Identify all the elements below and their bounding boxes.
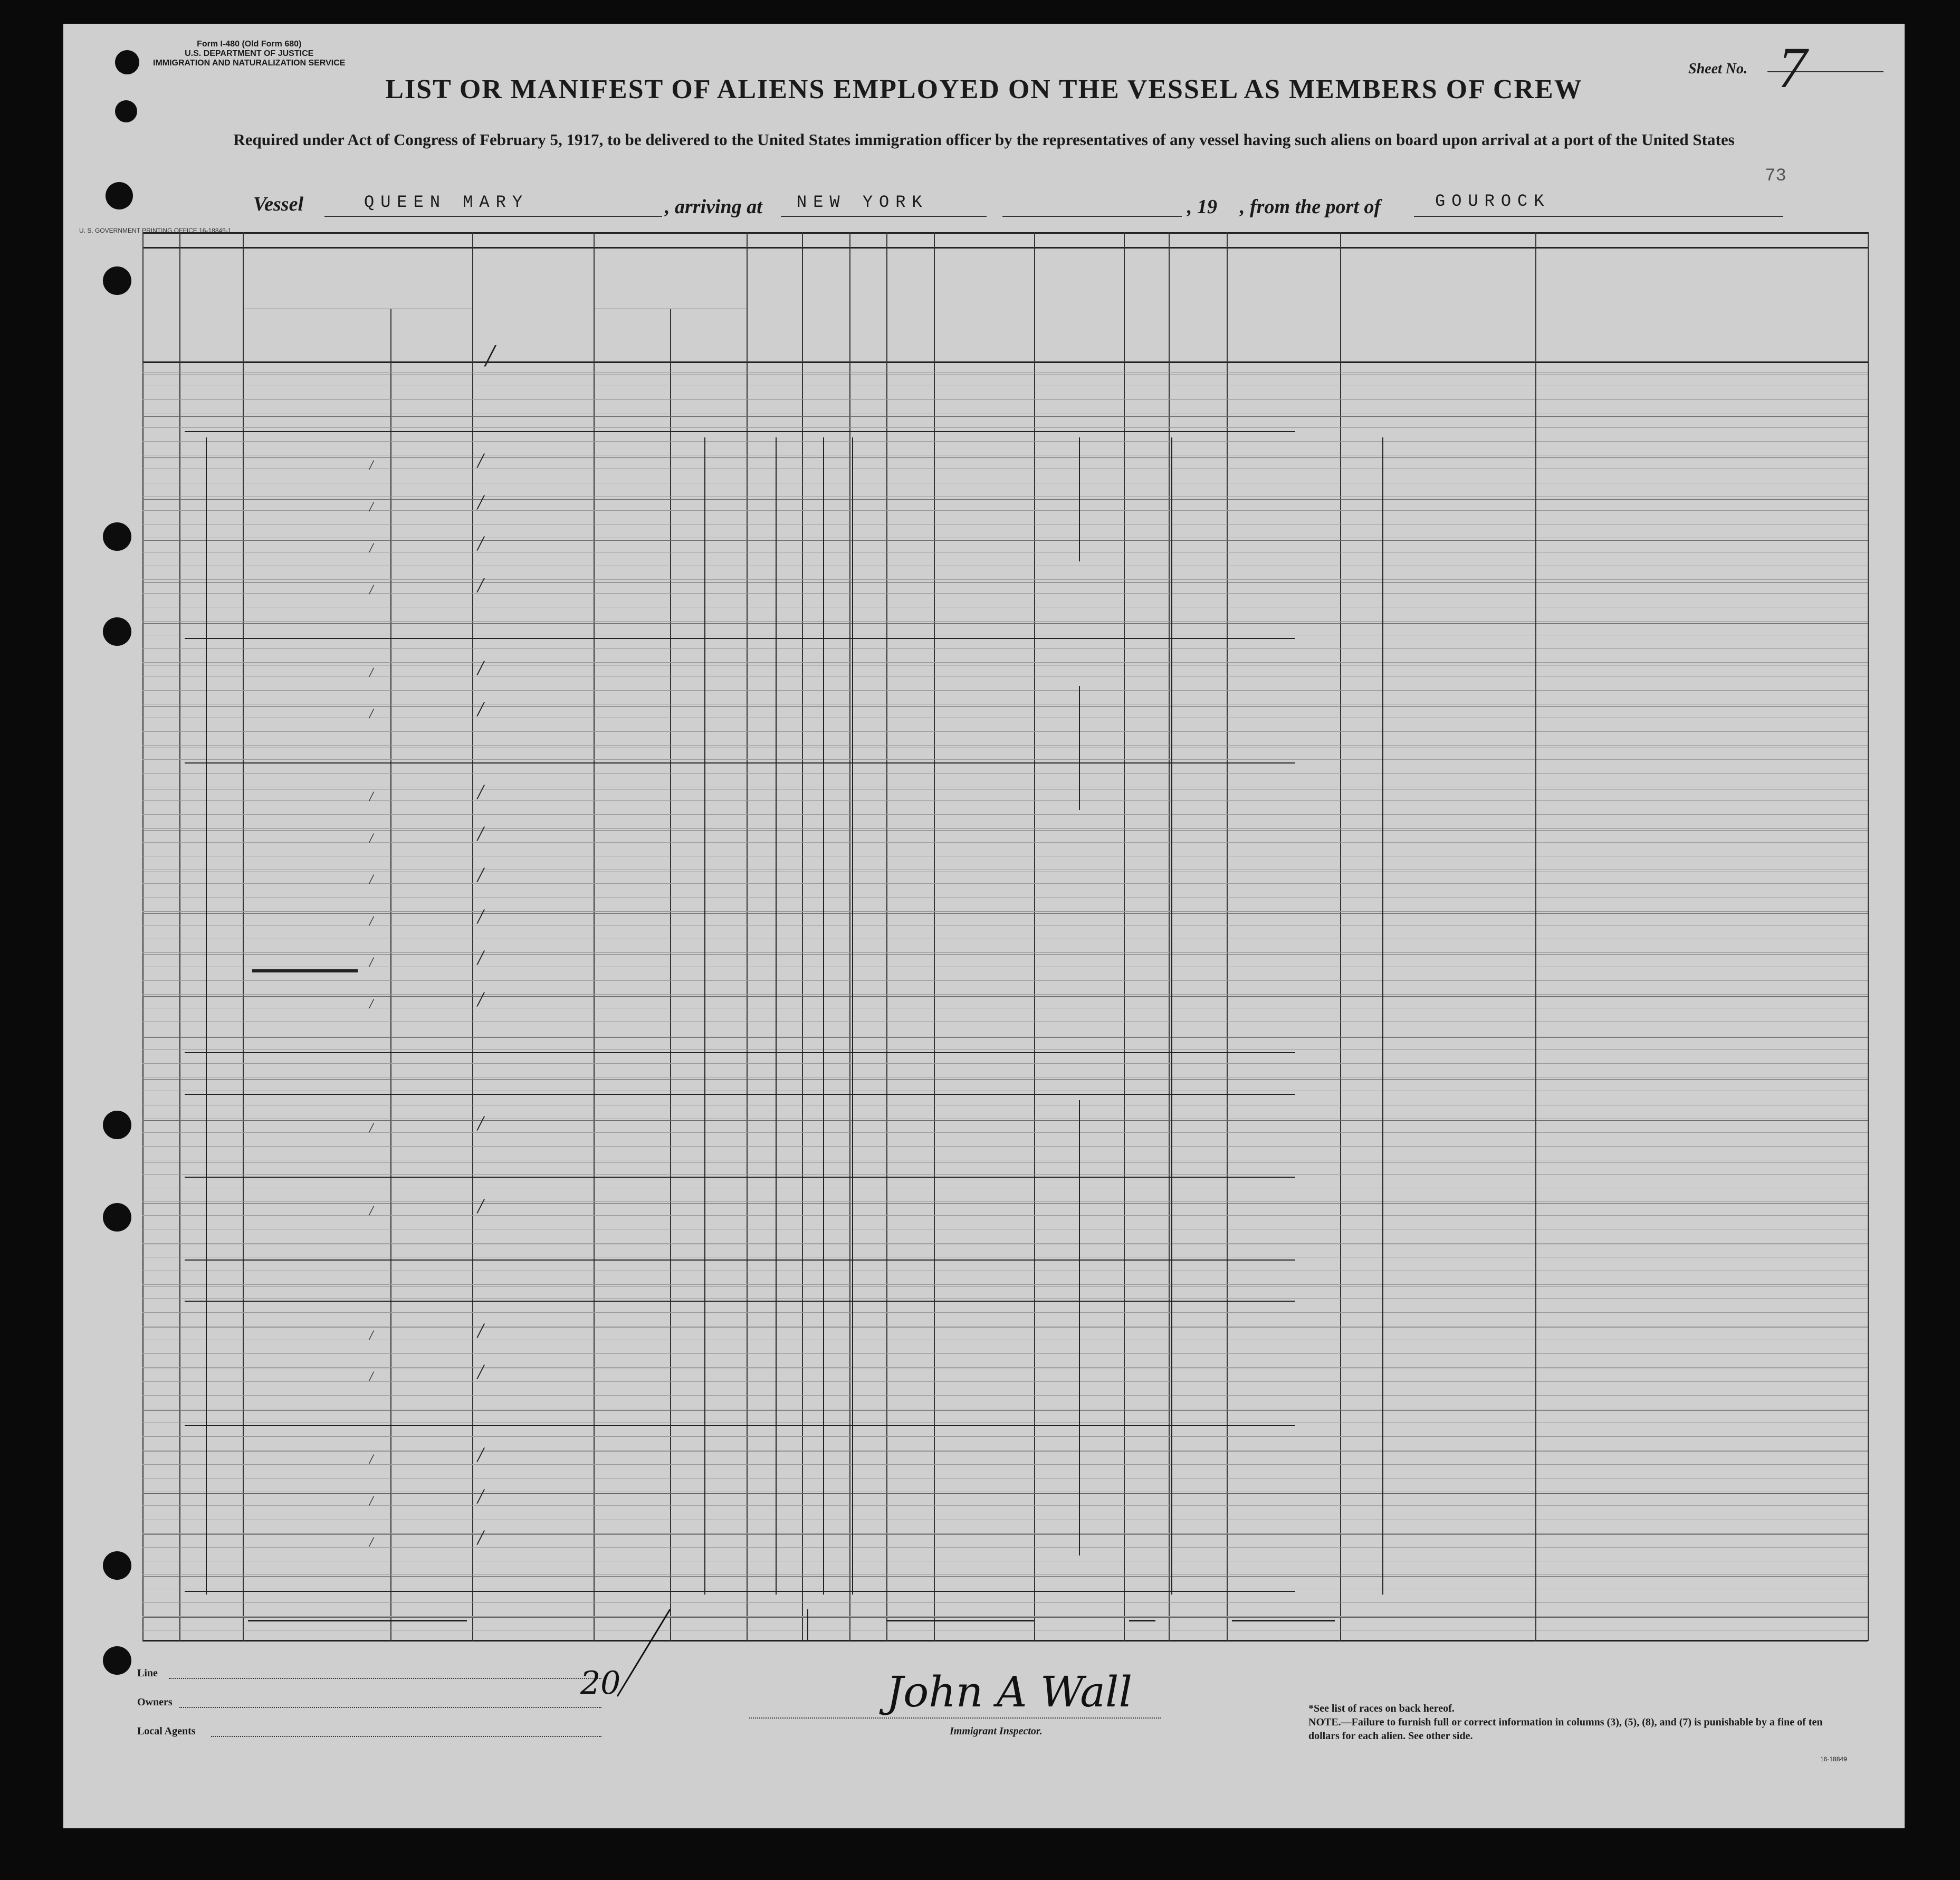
punch-hole bbox=[103, 617, 131, 646]
grid-line bbox=[142, 759, 1868, 760]
column-divider bbox=[1169, 232, 1170, 1641]
grid-line bbox=[142, 1505, 1868, 1506]
name-check-mark: / bbox=[369, 996, 374, 1011]
punch-hole bbox=[103, 1551, 131, 1580]
owners-label: Owners bbox=[137, 1696, 173, 1708]
vessel-underline bbox=[324, 215, 662, 217]
grid-line bbox=[142, 1215, 1868, 1216]
row-strikethrough bbox=[185, 1301, 1295, 1302]
column-divider bbox=[1034, 232, 1035, 1641]
shipped-subcolumn-divider bbox=[670, 309, 671, 1641]
row-strikethrough bbox=[185, 1052, 1295, 1053]
ditto-line bbox=[776, 437, 777, 1595]
service-check-mark: / bbox=[477, 1443, 484, 1466]
grid-line bbox=[142, 911, 1868, 912]
name-check-mark: / bbox=[369, 872, 374, 887]
row-strikethrough bbox=[185, 1177, 1295, 1178]
grid-line bbox=[142, 1284, 1868, 1285]
service-check-mark: / bbox=[477, 1111, 484, 1135]
name-check-mark: / bbox=[369, 499, 374, 514]
vessel-name: QUEEN MARY bbox=[364, 193, 529, 212]
column-divider bbox=[594, 232, 595, 1641]
row-line bbox=[142, 1120, 1868, 1121]
grid-line bbox=[142, 1353, 1868, 1354]
service-check-mark: / bbox=[477, 531, 484, 555]
printer-line: U. S. GOVERNMENT PRINTING OFFICE 16-18849-1 bbox=[79, 227, 232, 234]
sheet-no-label: Sheet No. bbox=[1688, 61, 1747, 77]
row-line bbox=[142, 499, 1868, 500]
grid-line bbox=[142, 994, 1868, 995]
row-line bbox=[142, 706, 1868, 707]
grid-line bbox=[142, 1326, 1868, 1327]
column-divider bbox=[1340, 232, 1341, 1641]
closing-line bbox=[248, 1620, 467, 1621]
header-bottom-border bbox=[142, 361, 1868, 363]
colnum-row-border bbox=[142, 247, 1868, 249]
grid-line bbox=[142, 690, 1868, 691]
vessel-label: Vessel bbox=[253, 193, 303, 215]
grid-line bbox=[142, 731, 1868, 732]
punch-hole bbox=[106, 182, 133, 209]
name-check-mark: / bbox=[369, 913, 374, 929]
row-line bbox=[142, 1037, 1868, 1038]
column-divider bbox=[1868, 232, 1869, 1641]
service-check-mark: / bbox=[477, 987, 484, 1011]
column-divider bbox=[747, 232, 748, 1641]
closing-line bbox=[1232, 1620, 1335, 1621]
closing-mark bbox=[807, 1609, 808, 1641]
row-line bbox=[142, 1410, 1868, 1411]
agents-dots bbox=[211, 1736, 601, 1737]
arriving-label: , arriving at bbox=[665, 196, 762, 218]
column-divider bbox=[243, 232, 244, 1641]
name-check-mark: / bbox=[369, 706, 374, 721]
punch-hole bbox=[103, 522, 131, 551]
from-underline bbox=[1414, 215, 1783, 217]
family-overstrike bbox=[252, 969, 358, 972]
name-check-mark: / bbox=[369, 1369, 374, 1384]
ditto-line bbox=[206, 437, 207, 1595]
grid-line bbox=[142, 579, 1868, 580]
count-annotation: 20 bbox=[580, 1665, 621, 1702]
penalty-note: NOTE.—Failure to furnish full or correct information in columns (3), (5), (8), and (7) is punishable by a fine of ten dollars for each alien. See other side. bbox=[1308, 1716, 1823, 1742]
service-check-mark: / bbox=[485, 338, 494, 373]
grid-line bbox=[142, 1243, 1868, 1244]
row-line bbox=[142, 623, 1868, 624]
row-line bbox=[142, 1079, 1868, 1080]
page-subtitle: Required under Act of Congress of February 5, 1917, to be delivered to the United States immigration officer by the representatives of any vessel having such aliens on board upon arrival at a port of the United States bbox=[233, 130, 1735, 149]
grid-line bbox=[142, 1174, 1868, 1175]
row-line bbox=[142, 416, 1868, 417]
page-title: LIST OR MANIFEST OF ALIENS EMPLOYED ON THE VESSEL AS MEMBERS OF CREW bbox=[385, 74, 1583, 104]
grid-line bbox=[142, 1533, 1868, 1534]
service-check-mark: / bbox=[477, 863, 484, 886]
punch-hole bbox=[103, 1646, 131, 1675]
manifest-sheet bbox=[63, 24, 1905, 1828]
service-check-mark: / bbox=[477, 780, 484, 804]
row-strikethrough bbox=[185, 762, 1295, 764]
name-check-mark: / bbox=[369, 1452, 374, 1467]
date-underline bbox=[1002, 215, 1182, 217]
column-divider bbox=[934, 232, 935, 1641]
ditto-line bbox=[823, 437, 824, 1595]
table-top-border bbox=[142, 232, 1868, 234]
row-line bbox=[142, 1203, 1868, 1204]
service-check-mark: / bbox=[477, 448, 484, 472]
service-check-mark: / bbox=[477, 946, 484, 969]
row-strikethrough bbox=[185, 431, 1295, 432]
agents-label: Local Agents bbox=[137, 1725, 196, 1737]
grid-line bbox=[142, 621, 1868, 622]
service: IMMIGRATION AND NATURALIZATION SERVICE bbox=[153, 59, 346, 68]
grid-line bbox=[142, 773, 1868, 774]
grid-line bbox=[142, 1616, 1868, 1617]
column-divider bbox=[1227, 232, 1228, 1641]
name-check-mark: / bbox=[369, 457, 374, 473]
grid-line bbox=[142, 510, 1868, 511]
row-line bbox=[142, 1617, 1868, 1618]
column-divider bbox=[1124, 232, 1125, 1641]
grid-line bbox=[142, 441, 1868, 442]
grid-line bbox=[142, 1436, 1868, 1437]
service-check-mark: / bbox=[477, 655, 484, 680]
service-check-mark: / bbox=[477, 904, 484, 928]
grid-line bbox=[142, 952, 1868, 953]
column-divider bbox=[849, 232, 850, 1641]
grid-line bbox=[142, 427, 1868, 428]
grid-line bbox=[142, 662, 1868, 663]
grid-line bbox=[142, 372, 1868, 373]
grid-line bbox=[142, 814, 1868, 815]
row-strikethrough bbox=[185, 638, 1295, 639]
grid-line bbox=[142, 1367, 1868, 1368]
punch-hole bbox=[103, 1111, 131, 1139]
grid-line bbox=[142, 1602, 1868, 1603]
row-strikethrough bbox=[185, 1094, 1295, 1095]
line-dots bbox=[169, 1678, 601, 1679]
closing-line bbox=[1129, 1620, 1155, 1621]
row-line bbox=[142, 457, 1868, 458]
grid-line bbox=[142, 828, 1868, 829]
punch-hole bbox=[103, 266, 131, 295]
race-ditto-line bbox=[1079, 1100, 1080, 1556]
name-check-mark: / bbox=[369, 955, 374, 970]
grid-line bbox=[142, 1049, 1868, 1050]
column-divider bbox=[1535, 232, 1536, 1641]
service-check-mark: / bbox=[477, 1360, 484, 1383]
grid-line bbox=[142, 1547, 1868, 1548]
column-divider bbox=[886, 232, 887, 1641]
row-line bbox=[142, 1576, 1868, 1577]
sheet-no-value: 7 bbox=[1778, 35, 1807, 100]
date-label: , 19 bbox=[1187, 196, 1217, 218]
ditto-line bbox=[1171, 437, 1172, 1595]
race-ditto-line bbox=[1079, 437, 1080, 562]
ditto-line bbox=[1382, 437, 1383, 1595]
from-port: GOUROCK bbox=[1435, 192, 1551, 211]
name-check-mark: / bbox=[369, 581, 374, 597]
grid-line bbox=[142, 1298, 1868, 1299]
grid-line bbox=[142, 1312, 1868, 1313]
race-ditto-line bbox=[1079, 686, 1080, 810]
row-line bbox=[142, 1534, 1868, 1535]
column-divider bbox=[802, 232, 803, 1641]
grid-line bbox=[142, 1450, 1868, 1451]
grid-line bbox=[142, 593, 1868, 594]
row-strikethrough bbox=[185, 1425, 1295, 1426]
name-subcolumn-divider bbox=[390, 309, 391, 1641]
arriving-port: NEW YORK bbox=[797, 193, 929, 212]
row-strikethrough bbox=[185, 1259, 1295, 1261]
name-check-mark: / bbox=[369, 540, 374, 556]
ditto-line bbox=[852, 437, 853, 1595]
count-stroke bbox=[612, 1607, 675, 1702]
stamp-number: 73 bbox=[1765, 166, 1786, 186]
crew-table bbox=[142, 232, 1868, 1641]
line-label: Line bbox=[137, 1667, 158, 1679]
name-check-mark: / bbox=[369, 789, 374, 804]
name-check-mark: / bbox=[369, 830, 374, 846]
name-check-mark: / bbox=[369, 1534, 374, 1550]
column-divider bbox=[472, 232, 473, 1641]
service-check-mark: / bbox=[477, 697, 484, 721]
owners-dots bbox=[179, 1707, 601, 1708]
name-check-mark: / bbox=[369, 1327, 374, 1343]
grid-line bbox=[142, 1395, 1868, 1396]
grid-line bbox=[142, 800, 1868, 801]
grid-line bbox=[142, 883, 1868, 884]
ditto-line bbox=[704, 437, 705, 1595]
closing-line bbox=[886, 1620, 1034, 1621]
row-line bbox=[142, 540, 1868, 541]
grid-line bbox=[142, 1146, 1868, 1147]
punch-hole bbox=[115, 100, 137, 122]
races-note: *See list of races on back hereof. bbox=[1308, 1703, 1455, 1714]
row-line bbox=[142, 1493, 1868, 1494]
name-check-mark: / bbox=[369, 664, 374, 680]
grid-line bbox=[142, 1063, 1868, 1064]
row-line bbox=[142, 996, 1868, 997]
service-check-mark: / bbox=[477, 1484, 484, 1508]
column-divider bbox=[179, 232, 180, 1641]
punch-hole bbox=[115, 50, 139, 74]
form-number: Form I-480 (Old Form 680) bbox=[197, 40, 302, 49]
service-check-mark: / bbox=[477, 1194, 484, 1218]
grid-line bbox=[142, 1464, 1868, 1465]
form-code: 16-18849 bbox=[1820, 1755, 1847, 1763]
name-check-mark: / bbox=[369, 1203, 374, 1218]
column-divider bbox=[142, 232, 144, 1641]
arriving-underline bbox=[781, 215, 987, 217]
grid-line bbox=[142, 1132, 1868, 1133]
service-check-mark: / bbox=[477, 821, 484, 845]
grid-line bbox=[142, 648, 1868, 649]
grid-line bbox=[142, 745, 1868, 746]
row-strikethrough bbox=[185, 1591, 1295, 1592]
name-check-mark: / bbox=[369, 1120, 374, 1135]
signature-dots bbox=[749, 1717, 1161, 1719]
row-line bbox=[142, 913, 1868, 914]
grid-line bbox=[142, 1201, 1868, 1202]
punch-hole bbox=[103, 1203, 131, 1232]
from-label: , from the port of bbox=[1240, 196, 1381, 218]
table-bottom-border bbox=[142, 1640, 1868, 1642]
grid-line bbox=[142, 1574, 1868, 1575]
service-check-mark: / bbox=[477, 1525, 484, 1549]
grid-line bbox=[142, 399, 1868, 400]
row-line bbox=[142, 582, 1868, 583]
service-check-mark: / bbox=[477, 490, 484, 514]
service-check-mark: / bbox=[477, 572, 484, 597]
grid-line bbox=[142, 980, 1868, 981]
grid-line bbox=[142, 1381, 1868, 1382]
service-check-mark: / bbox=[477, 1318, 484, 1342]
department: U.S. DEPARTMENT OF JUSTICE bbox=[185, 49, 314, 58]
name-check-mark: / bbox=[369, 1493, 374, 1509]
grid-line bbox=[142, 842, 1868, 843]
form-identifier bbox=[153, 40, 345, 68]
inspector-signature: John A Wall bbox=[886, 1667, 1133, 1716]
inspector-label: Immigrant Inspector. bbox=[950, 1725, 1043, 1737]
